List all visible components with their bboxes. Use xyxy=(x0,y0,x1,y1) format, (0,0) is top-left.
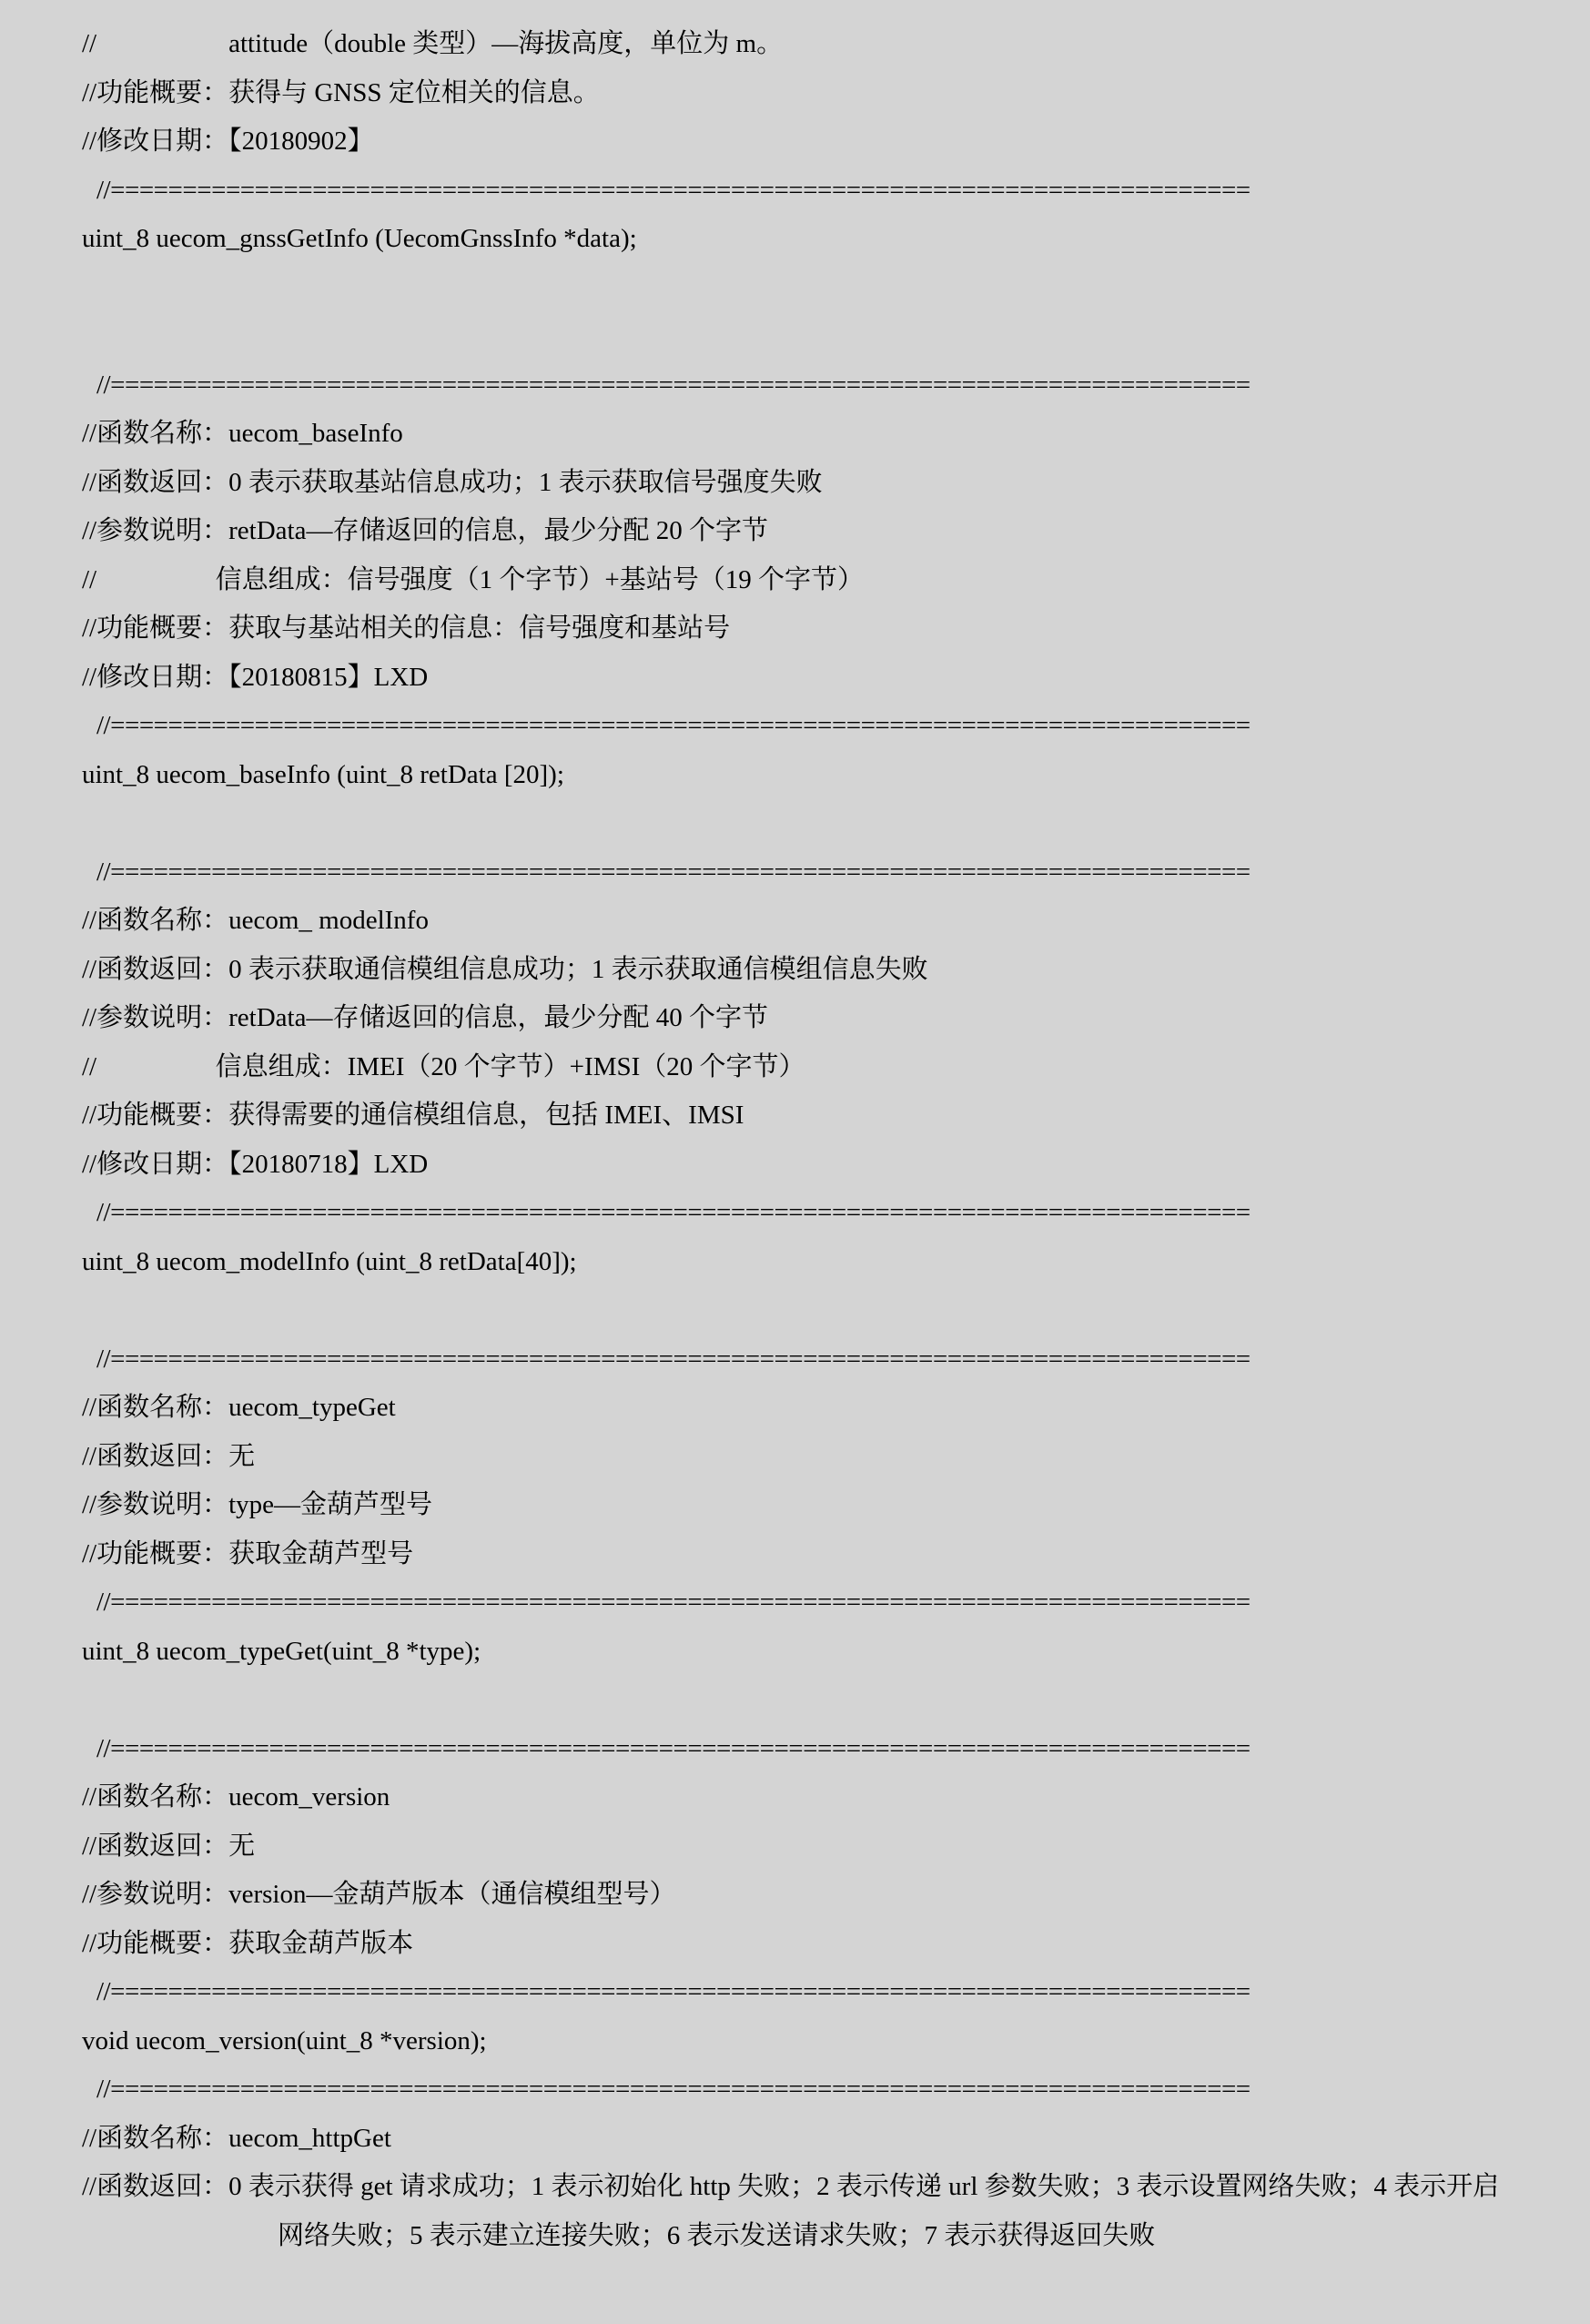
spacer xyxy=(82,264,1508,313)
comment-line: //函数名称：uecom_baseInfo xyxy=(82,419,403,448)
code-line: uint_8 uecom_modelInfo (uint_8 retData[40]); xyxy=(82,1246,577,1276)
separator-line: //=============================================================================== xyxy=(96,1733,1251,1763)
comment-line: //函数名称：uecom_ modelInfo xyxy=(82,906,429,935)
comment-line: //参数说明：version—金葫芦版本（通信模组型号） xyxy=(82,1880,676,1909)
code-line: uint_8 uecom_gnssGetInfo (UecomGnssInfo *data); xyxy=(82,224,637,253)
comment-line: //功能概要：获取金葫芦型号 xyxy=(82,1538,414,1568)
separator-line: //=============================================================================== xyxy=(96,1977,1251,2006)
comment-line: //函数返回：0 表示获取基站信息成功；1 表示获取信号强度失败 xyxy=(82,467,823,497)
code-block-httpget xyxy=(82,2065,1508,2260)
comment-line: //函数名称：uecom_typeGet xyxy=(82,1393,396,1422)
comment-line: //功能概要：获取金葫芦版本 xyxy=(82,1928,414,1958)
comment-line: //函数名称：uecom_httpGet xyxy=(82,2123,391,2153)
comment-line: //修改日期：【20180718】LXD xyxy=(82,1149,429,1179)
comment-line: // 信息组成：信号强度（1 个字节）+基站号（19 个字节） xyxy=(82,564,864,594)
code-line: void uecom_version(uint_8 *version); xyxy=(82,2025,487,2055)
separator-line: //=============================================================================== xyxy=(96,2075,1251,2104)
comment-line-wrapped: //函数返回：0 表示获得 get 请求成功；1 表示初始化 http 失败；2 表示传递 url 参数失败；3 表示设置网络失败；4 表示开启网络失败；5 表示建立连接失败；6 表示发送请求失败；7 表示获得返回失败 xyxy=(82,2172,1500,2250)
comment-line: // attitude（double 类型）—海拔高度，单位为 m。 xyxy=(82,29,784,58)
comment-line: // 信息组成：IMEI（20 个字节）+IMSI（20 个字节） xyxy=(82,1051,805,1081)
spacer xyxy=(82,1286,1508,1335)
code-block-version xyxy=(82,1725,1508,2066)
separator-line: //=============================================================================== xyxy=(96,857,1251,887)
code-block-typeget xyxy=(82,1335,1508,1677)
spacer xyxy=(82,1676,1508,1725)
code-block-baseinfo xyxy=(82,361,1508,800)
separator-line: //=============================================================================== xyxy=(96,370,1251,400)
code-block-modelinfo xyxy=(82,848,1508,1287)
document-body xyxy=(82,20,1508,2260)
separator-line: //=============================================================================== xyxy=(96,175,1251,205)
separator-line: //=============================================================================== xyxy=(96,711,1251,740)
separator-line: //=============================================================================== xyxy=(96,1344,1251,1374)
comment-line: //功能概要：获得需要的通信模组信息，包括 IMEI、IMSI xyxy=(82,1101,744,1130)
spacer xyxy=(82,799,1508,848)
comment-line: //函数返回：0 表示获取通信模组信息成功；1 表示获取通信模组信息失败 xyxy=(82,954,928,984)
separator-line: //=============================================================================== xyxy=(96,1588,1251,1617)
comment-line: //修改日期：【20180902】 xyxy=(82,127,374,156)
comment-line: //功能概要：获得与 GNSS 定位相关的信息。 xyxy=(82,77,600,107)
comment-line: //功能概要：获取与基站相关的信息：信号强度和基站号 xyxy=(82,614,731,643)
comment-line: //函数返回：无 xyxy=(82,1831,256,1861)
comment-line: //参数说明：retData—存储返回的信息，最少分配 20 个字节 xyxy=(82,516,768,545)
comment-line: //参数说明：type—金葫芦型号 xyxy=(82,1490,433,1519)
comment-line: //函数名称：uecom_version xyxy=(82,1782,390,1812)
code-line: uint_8 uecom_typeGet(uint_8 *type); xyxy=(82,1636,481,1666)
comment-line: //修改日期：【20180815】LXD xyxy=(82,662,429,692)
spacer xyxy=(82,312,1508,361)
comment-line: //函数返回：无 xyxy=(82,1441,256,1471)
code-block-gnss-tail xyxy=(82,20,1508,264)
comment-line: //参数说明：retData—存储返回的信息，最少分配 40 个字节 xyxy=(82,1003,768,1032)
separator-line: //=============================================================================== xyxy=(96,1198,1251,1227)
code-line: uint_8 uecom_baseInfo (uint_8 retData [20]); xyxy=(82,759,564,789)
